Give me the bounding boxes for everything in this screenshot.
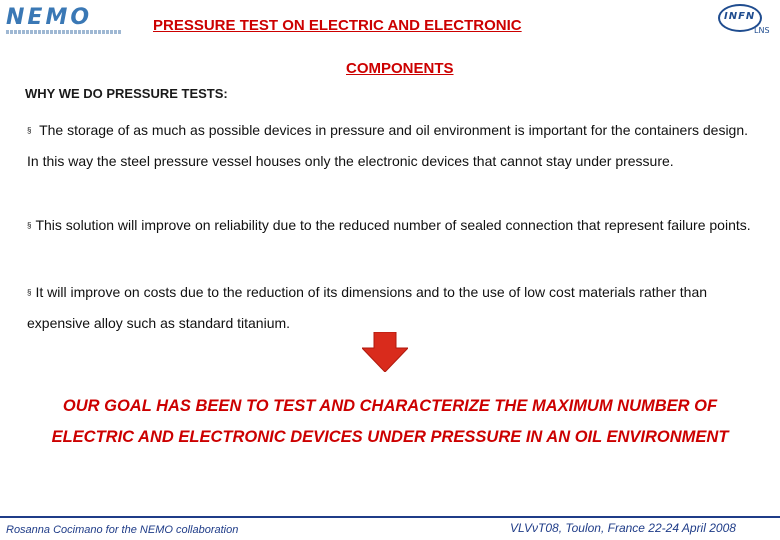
paragraph-reliability xyxy=(27,210,762,241)
paragraph-text: It will improve on costs due to the reduction of its dimensions and to the use of low cost materials rather than expensive alloy such as standard titanium. xyxy=(27,284,708,331)
paragraph-text: This solution will improve on reliability due to the reduced number of sealed connection that represent failure points. xyxy=(35,217,751,233)
slide-title-line-1: PRESSURE TEST ON ELECTRIC AND ELECTRONIC xyxy=(153,17,522,34)
nemo-logo-text: NEMO xyxy=(6,5,93,30)
slide-title-line-2: COMPONENTS xyxy=(346,60,454,77)
nemo-logo-tagline xyxy=(6,30,122,34)
bullet-icon: § xyxy=(27,221,32,230)
infn-logo-text: INFN xyxy=(724,11,756,22)
subheading: WHY WE DO PRESSURE TESTS: xyxy=(25,86,228,101)
lns-logo-text: LNS xyxy=(754,26,770,35)
goal-statement: OUR GOAL HAS BEEN TO TEST AND CHARACTERIZE THE MAXIMUM NUMBER OF ELECTRIC AND ELECTRONIC DEVICES UNDER PRESSURE IN AN OIL ENVIRONMENT xyxy=(51,397,729,446)
bullet-icon: § xyxy=(27,288,32,297)
infn-logo xyxy=(718,4,776,38)
bullet-icon: § xyxy=(27,126,32,135)
footer-conference: VLVνT08, Toulon, France 22-24 April 2008 xyxy=(510,521,736,535)
paragraph-costs xyxy=(27,277,762,339)
paragraph-text: The storage of as much as possible devices in pressure and oil environment is important for the containers design. In this way the steel pressure vessel houses only the electronic devices that cannot stay under pressure. xyxy=(27,122,749,169)
paragraph-storage xyxy=(27,115,762,177)
footer-divider xyxy=(0,516,780,518)
footer-author: Rosanna Cocimano for the NEMO collaboration xyxy=(6,524,239,536)
down-arrow-icon xyxy=(362,332,408,372)
nemo-logo xyxy=(4,5,122,35)
